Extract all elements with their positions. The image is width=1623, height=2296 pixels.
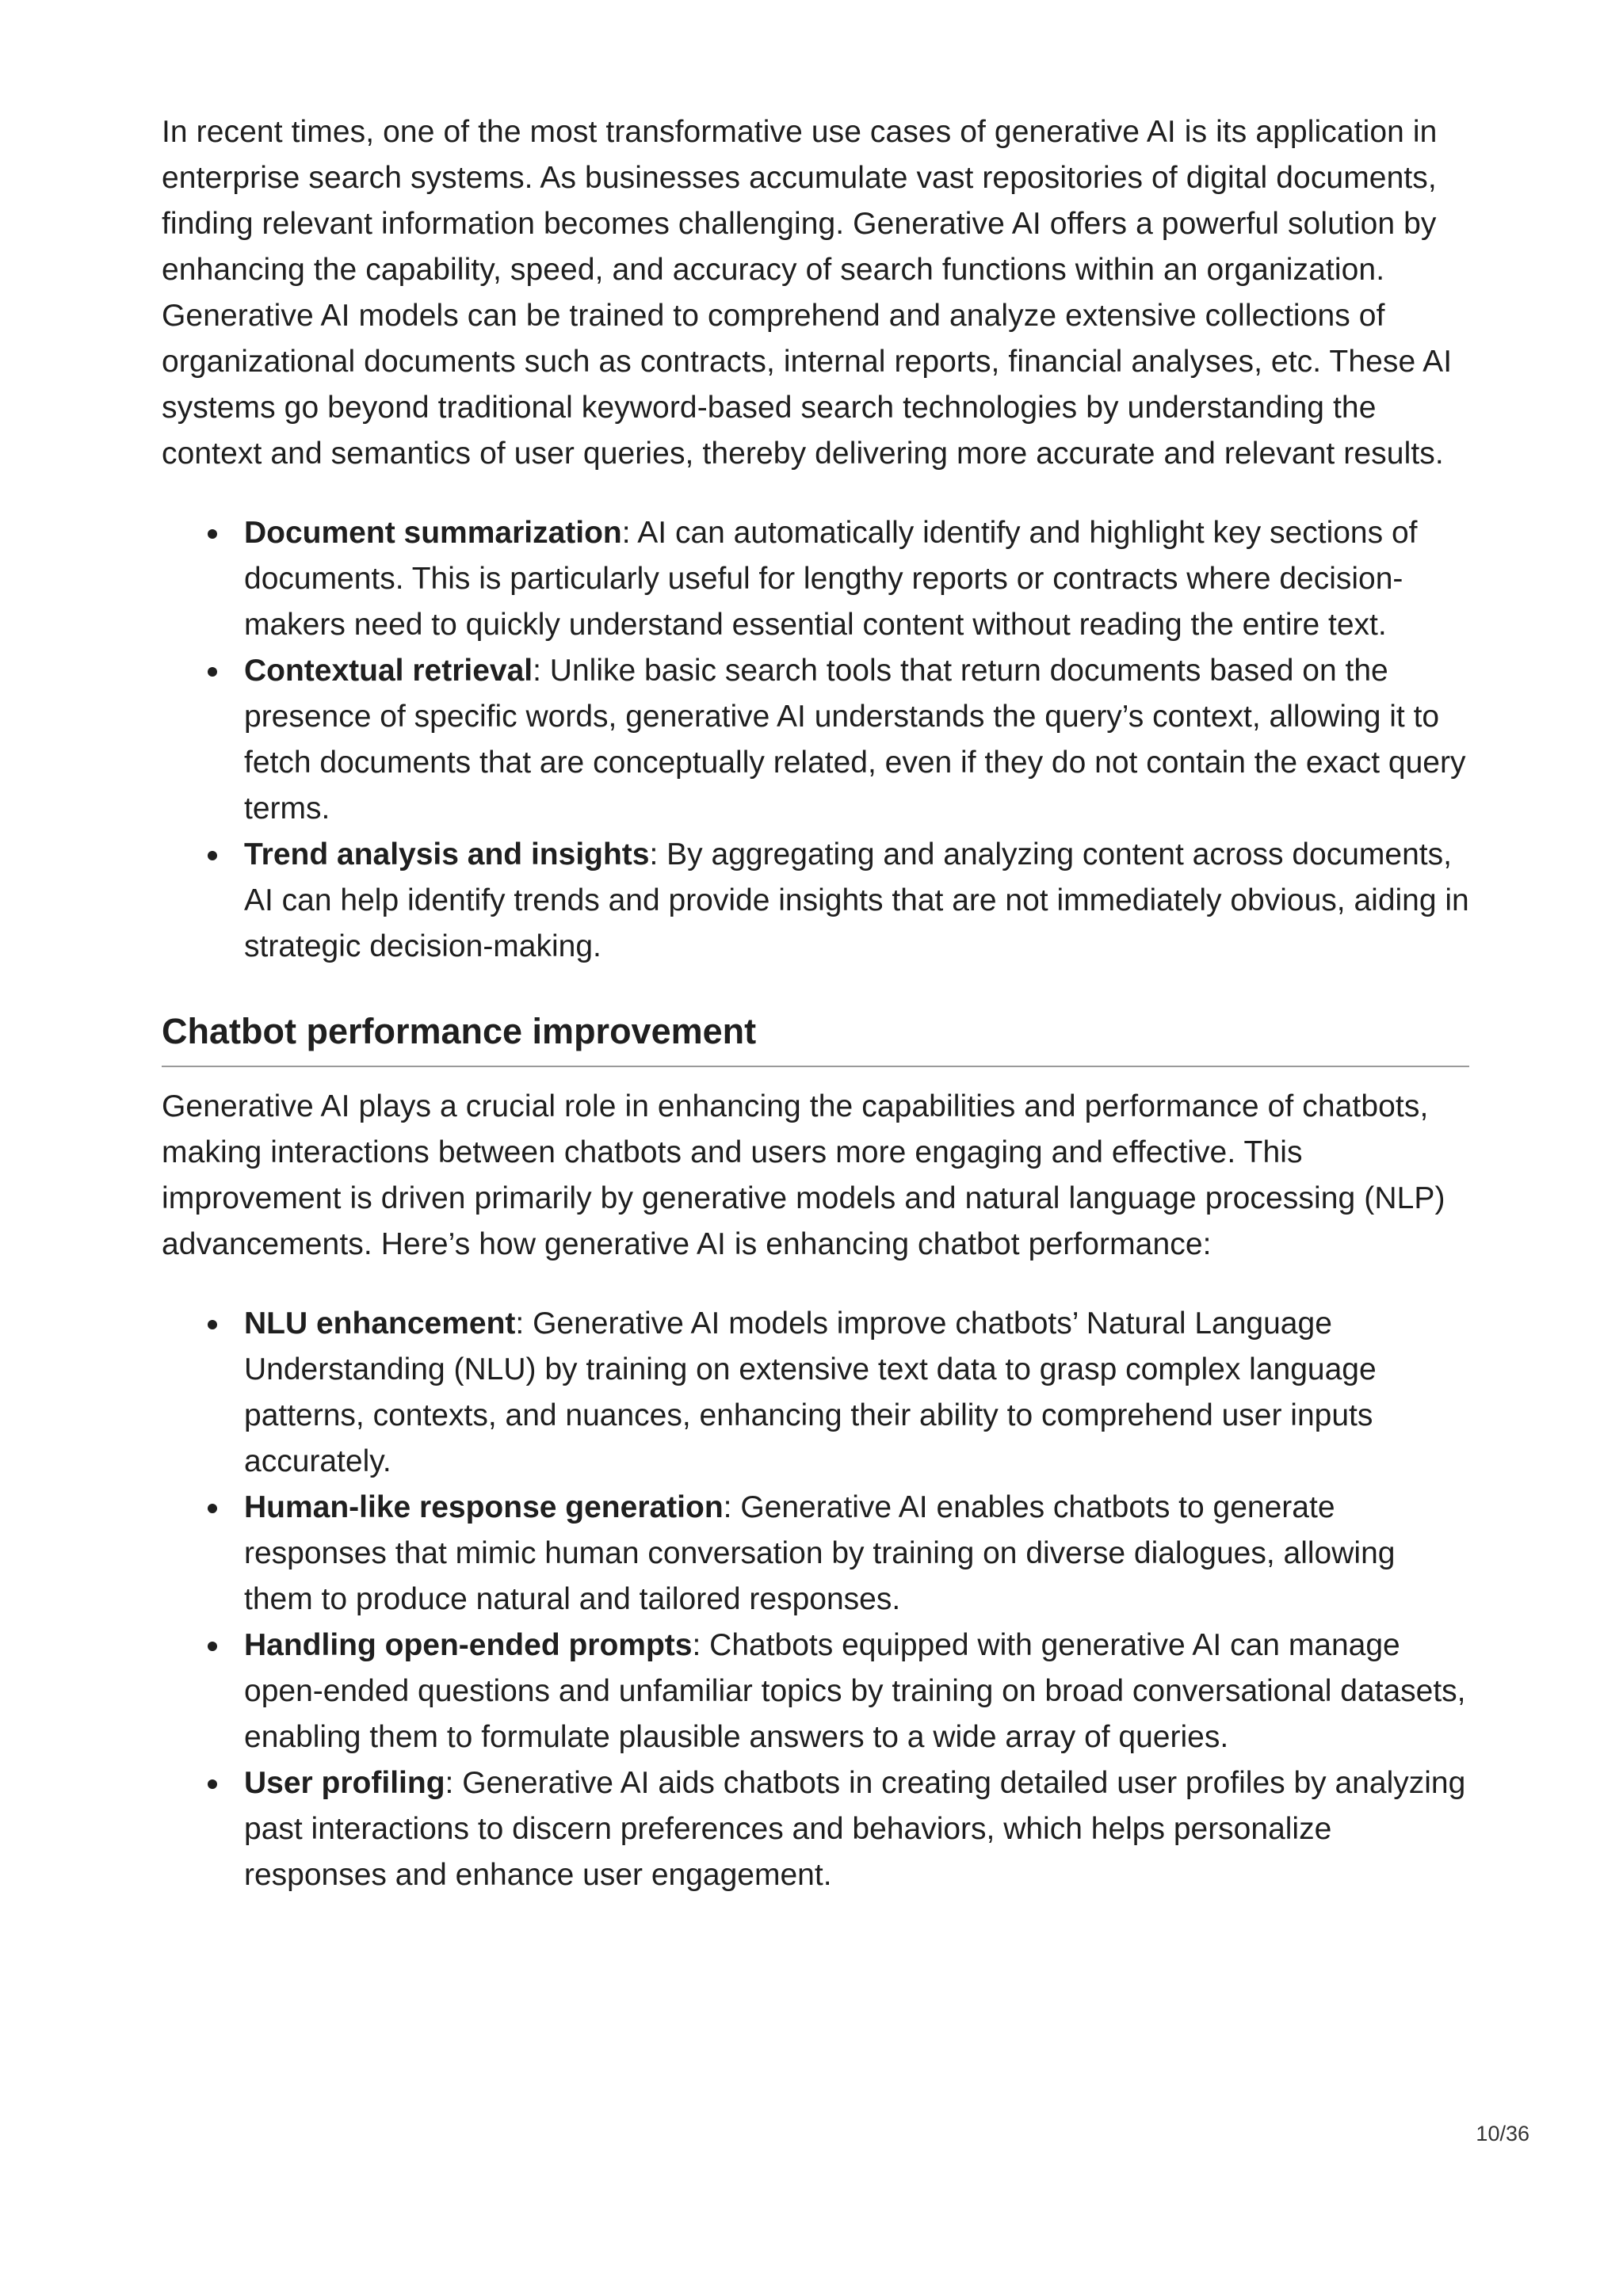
list-item-term: Trend analysis and insights bbox=[244, 837, 650, 871]
list-item-text: : AI can automatically identify and highlight key sections of documents. This is particularly useful for lengthy reports or contracts where decision-makers need to quickly understand essential content without reading the entire text. bbox=[244, 516, 1418, 642]
list-item-text: : Generative AI models improve chatbots’ Natural Language Understanding (NLU) by training on extensive text data to grasp complex language patterns, contexts, and nuances, enhancing their ability to comprehend user inputs accurately. bbox=[244, 1306, 1377, 1478]
list-item-term: NLU enhancement bbox=[244, 1306, 516, 1341]
list-item-term: Contextual retrieval bbox=[244, 654, 533, 688]
list-item-text: : By aggregating and analyzing content across documents, AI can help identify trends and provide insights that are not immediately obvious, aiding in strategic decision-making. bbox=[244, 837, 1469, 963]
list-item-text: : Chatbots equipped with generative AI can manage open-ended questions and unfamiliar topics by training on broad conversational datasets, enabling them to formulate plausible answers to a wide array of queries. bbox=[244, 1628, 1466, 1754]
section-paragraph: Generative AI plays a crucial role in enhancing the capabilities and performance of chatbots, making interactions between chatbots and users more engaging and effective. This improvement is driven primarily by generative models and natural language processing (NLP) advancements. Here’s how generative AI is enhancing chatbot performance: bbox=[162, 1089, 1445, 1261]
list-item-term: Human-like response generation bbox=[244, 1490, 724, 1524]
section-heading: Chatbot performance improvement bbox=[162, 1007, 1469, 1067]
document-page bbox=[162, 109, 1469, 1898]
list-item-term: Document summarization bbox=[244, 516, 622, 550]
list-item bbox=[162, 832, 1469, 970]
page-number: 10/36 bbox=[1476, 2122, 1529, 2145]
list-item bbox=[162, 1301, 1469, 1485]
list-item bbox=[162, 648, 1469, 832]
chatbot-feature-list bbox=[162, 1301, 1469, 1898]
list-item-text: : Unlike basic search tools that return documents based on the presence of specific words, generative AI understands the query’s context, allowing it to fetch documents that are conceptually related, even if they do not contain the exact query terms. bbox=[244, 654, 1466, 826]
list-item bbox=[162, 1623, 1469, 1760]
list-item-text: : Generative AI enables chatbots to generate responses that mimic human conversation by training on diverse dialogues, allowing them to produce natural and tailored responses. bbox=[244, 1490, 1396, 1616]
list-item-term: Handling open-ended prompts bbox=[244, 1628, 693, 1662]
list-item bbox=[162, 1485, 1469, 1623]
list-item bbox=[162, 1760, 1469, 1898]
list-item-text: : Generative AI aids chatbots in creating detailed user profiles by analyzing past interactions to discern preferences and behaviors, which helps personalize responses and enhance user engagement. bbox=[244, 1766, 1466, 1892]
list-item-term: User profiling bbox=[244, 1766, 445, 1800]
list-item bbox=[162, 510, 1469, 648]
intro-paragraph: In recent times, one of the most transformative use cases of generative AI is its application in enterprise search systems. As businesses accumulate vast repositories of digital documents, finding relevant information becomes challenging. Generative AI offers a powerful solution by enhancing the capability, speed, and accuracy of search functions within an organization. Generative AI models can be trained to comprehend and analyze extensive collections of organizational documents such as contracts, internal reports, financial analyses, etc. These AI systems go beyond traditional keyword-based search technologies by understanding the context and semantics of user queries, thereby delivering more accurate and relevant results. bbox=[162, 115, 1453, 471]
search-feature-list bbox=[162, 510, 1469, 970]
